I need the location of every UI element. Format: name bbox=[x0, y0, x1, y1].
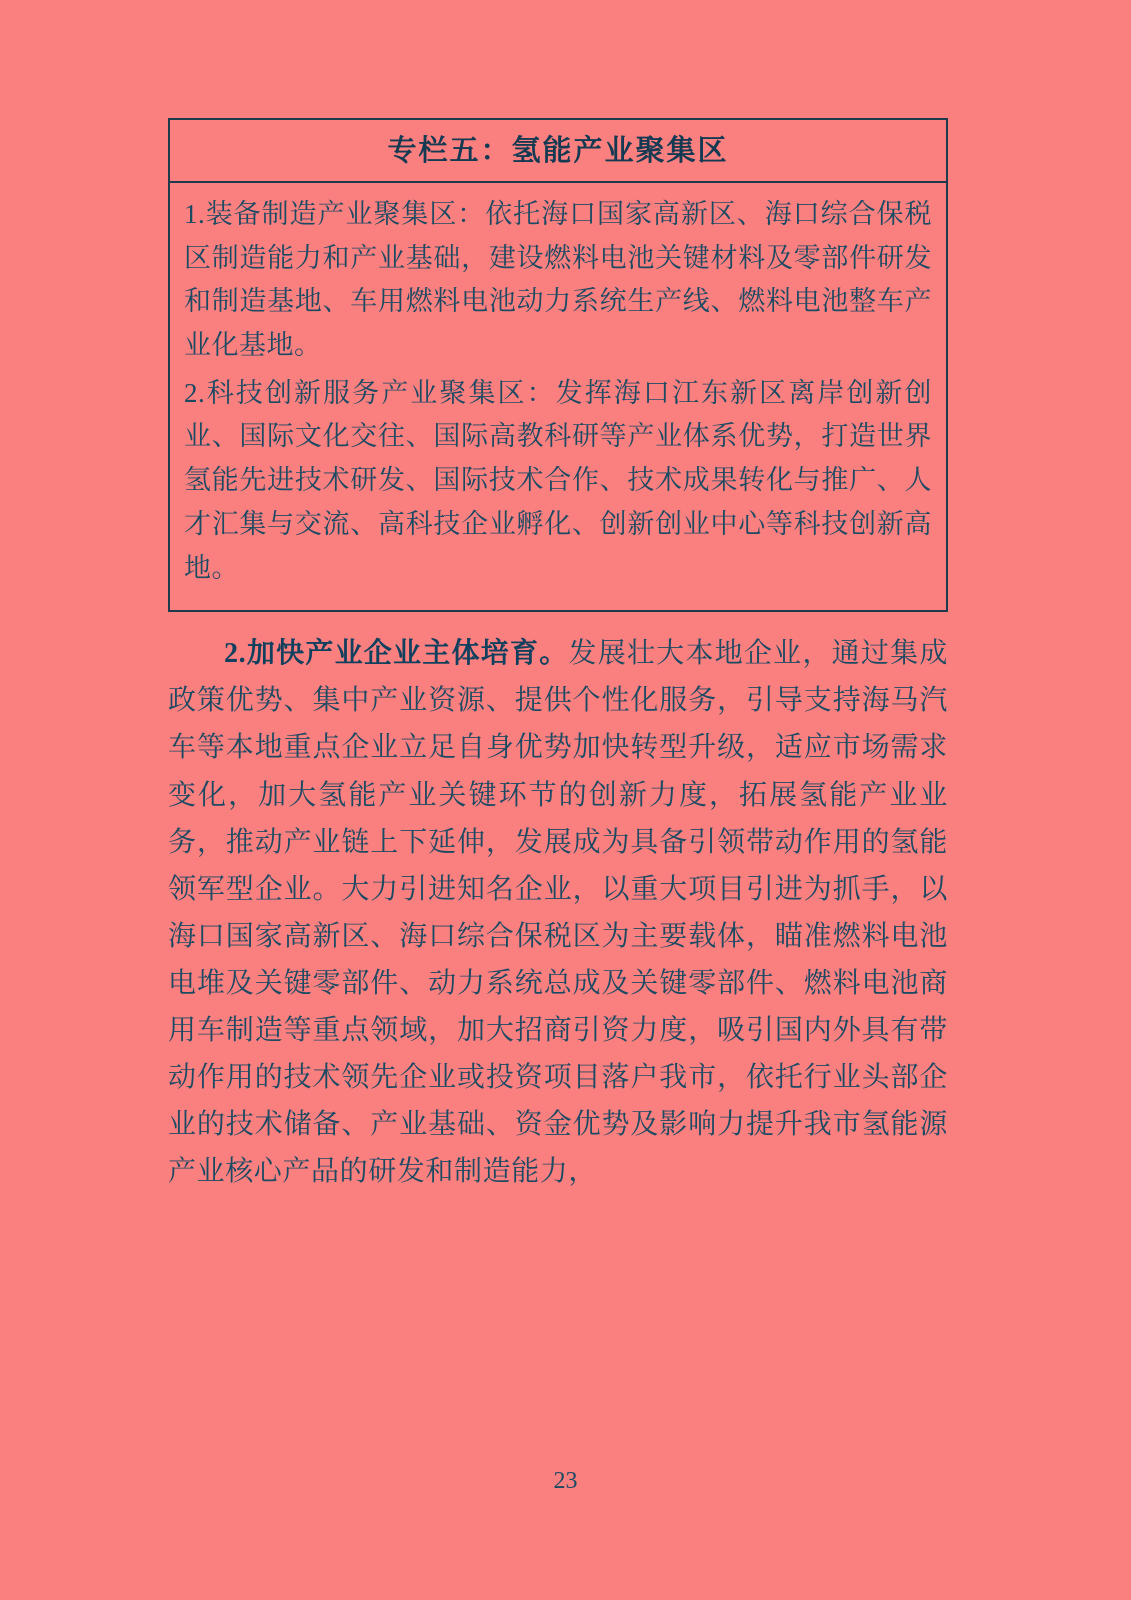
section-body-text: 发展壮大本地企业，通过集成政策优势、集中产业资源、提供个性化服务，引导支持海马汽车等本地重点企业立足自身优势加快转型升级，适应市场需求变化，加大氢能产业关键环节的创新力度，拓展氢能产业业务，推动产业链上下延伸，发展成为具备引领带动作用的氢能领军型企业。大力引进知名企业，以重大项目引进为抓手，以海口国家高新区、海口综合保税区为主要载体，瞄准燃料电池电堆及关键零部件、动力系统总成及关键零部件、燃料电池商用车制造等重点领域，加大招商引资力度，吸引国内外具有带动作用的技术领先企业或投资项目落户我市，依托行业头部企业的技术储备、产业基础、资金优势及影响力提升我市氢能源产业核心产品的研发和制造能力， bbox=[168, 638, 948, 1187]
section-heading-inline: 2.加快产业企业主体培育。 bbox=[224, 638, 569, 670]
feature-box-body bbox=[170, 183, 946, 611]
page-number: 23 bbox=[553, 1468, 578, 1494]
body-paragraph bbox=[168, 630, 948, 1194]
feature-box bbox=[168, 118, 948, 612]
feature-box-paragraph-1: 1.装备制造产业聚集区：依托海口国家高新区、海口综合保税区制造能力和产业基础，建设燃料电池关键材料及零部件研发和制造基地、车用燃料电池动力系统生产线、燃料电池整车产业化基地。 bbox=[184, 198, 932, 360]
page-content bbox=[168, 118, 948, 1195]
feature-box-paragraph-2: 2.科技创新服务产业聚集区：发挥海口江东新区离岸创新创业、国际文化交往、国际高教科研等产业体系优势，打造世界氢能先进技术研发、国际技术合作、技术成果转化与推广、人才汇集与交流、高科技企业孵化、创新创业中心等科技创新高地。 bbox=[184, 377, 932, 583]
feature-box-title: 专栏五：氢能产业聚集区 bbox=[170, 120, 946, 183]
